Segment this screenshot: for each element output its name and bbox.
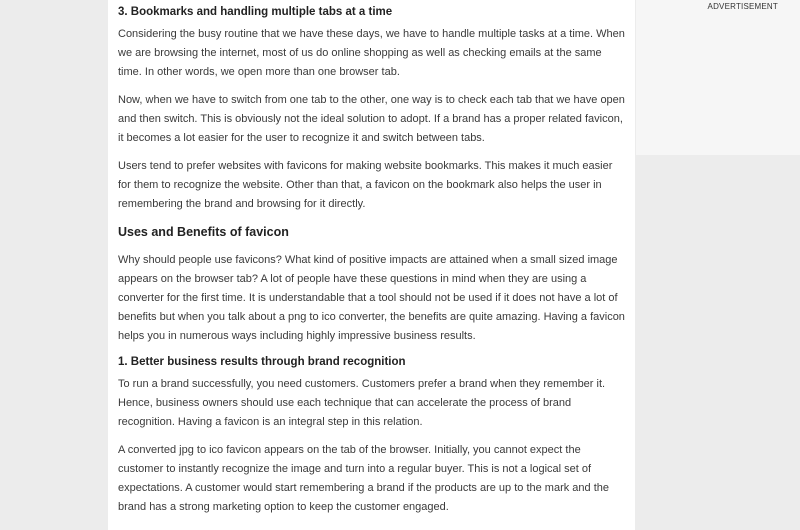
paragraph-business-1: To run a brand successfully, you need customers. Customers prefer a brand when they remember it. Hence, business owners should use each technique that can accelerate the process of brand recognition. Having a favicon is an integral step in this relation. [118,378,606,428]
section-heading-bookmarks: 3. Bookmarks and handling multiple tabs at a time [118,6,393,18]
paragraph-bookmarks-1: Considering the busy routine that we have these days, we have to handle multiple tasks at a time. When we are browsing the internet, most of us do online shopping as well as checking emails at the same time. In other words, we open more than one browser tab. [118,28,625,78]
advertisement-label: ADVERTISEMENT [707,2,778,11]
paragraph-bookmarks-2: Now, when we have to switch from one tab to the other, one way is to check each tab that we have open and then switch. This is obviously not the ideal solution to adopt. If a brand has a proper related favicon, it becomes a lot easier for the user to recognize it and switch between tabs. [118,94,625,144]
article-content [108,0,635,530]
advertisement-panel[interactable] [636,0,800,155]
section-heading-uses: Uses and Benefits of favicon [118,225,289,239]
paragraph-business-2: A converted jpg to ico favicon appears on the tab of the browser. Initially, you cannot expect the customer to instantly recognize the image and turn into a regular buyer. This is not a logical set of expectations. A customer would start remembering a brand if the products are up to the mark and the brand has a strong marketing option to keep the customer engaged. [118,444,609,513]
paragraph-uses-1: Why should people use favicons? What kind of positive impacts are attained when a small sized image appears on the browser tab? A lot of people have these questions in mind when they are using a converter for the first time. It is understandable that a tool should not be used if it does not have a lot of benefits but when you talk about a png to ico converter, the benefits are quite amazing. Having a favicon helps you in numerous ways including highly impressive business results. [118,254,625,342]
section-heading-business: 1. Better business results through brand recognition [118,356,406,368]
paragraph-bookmarks-3: Users tend to prefer websites with favicons for making website bookmarks. This makes it much easier for them to recognize the website. Other than that, a favicon on the bookmark also helps the user in remembering the brand and browsing for it directly. [118,160,613,210]
